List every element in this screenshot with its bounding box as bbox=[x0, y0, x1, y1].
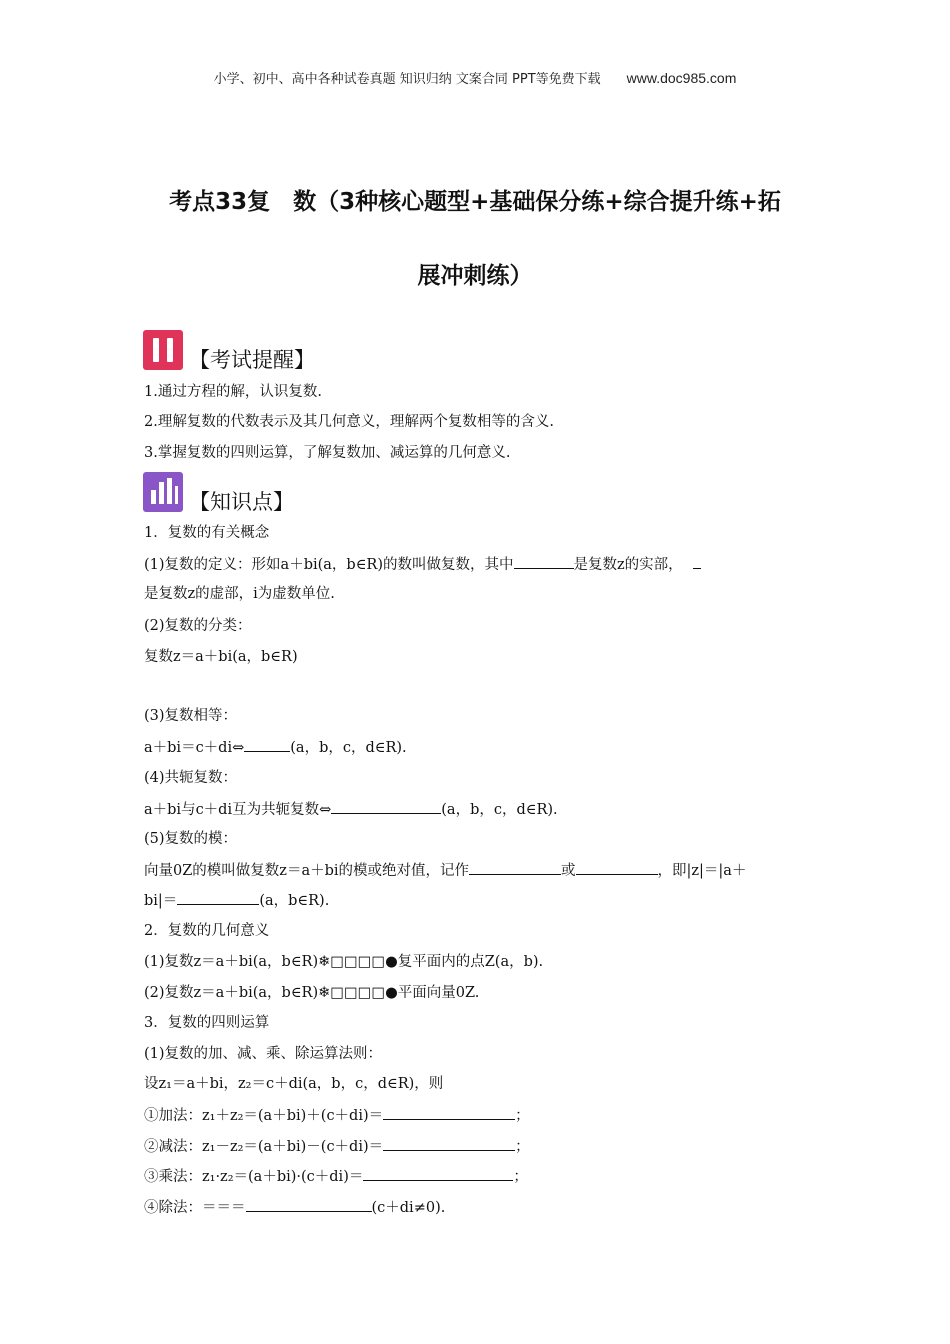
exam-tip-item: 3.掌握复数的四则运算，了解复数加、减运算的几何意义. bbox=[144, 445, 511, 461]
fill-blank bbox=[363, 1166, 513, 1181]
fill-blank bbox=[383, 1136, 515, 1151]
fill-blank bbox=[177, 890, 259, 905]
fill-blank bbox=[469, 860, 561, 875]
page-title-line-1: 考点33复 数（3种核心题型+基础保分练+综合提升练+拓 bbox=[169, 189, 781, 215]
pause-icon bbox=[143, 330, 183, 370]
classification-formula: 复数z＝a＋bi(a，b∈R) bbox=[144, 649, 298, 665]
section-exam-tips-heading bbox=[143, 330, 315, 370]
paragraph-classification: (2)复数的分类： bbox=[144, 618, 252, 634]
paragraph-modulus: (5)复数的模： bbox=[144, 831, 238, 847]
header-text: 小学、初中、高中各种试卷真题 知识归纳 文案合同 PPT等免费下载 bbox=[213, 72, 601, 87]
operations-rules: (1)复数的加、减、乘、除运算法则： bbox=[144, 1046, 383, 1062]
subsection-heading: 1．复数的有关概念 bbox=[144, 525, 270, 541]
exam-tip-item: 1.通过方程的解，认识复数. bbox=[144, 384, 322, 400]
operation-multiplication: ③乘法：z₁·z₂＝(a＋bi)·(c＋di)＝ ； bbox=[144, 1166, 809, 1187]
operation-addition: ①加法：z₁＋z₂＝(a＋bi)＋(c＋di)＝ ； bbox=[144, 1105, 809, 1126]
section-title: 【知识点】 bbox=[189, 490, 294, 514]
fill-blank bbox=[576, 860, 658, 875]
fill-blank bbox=[514, 554, 574, 569]
paragraph-definition-cont: 是复数z的虚部，i为虚数单位. bbox=[144, 586, 335, 602]
subsection-heading: 3．复数的四则运算 bbox=[144, 1015, 270, 1031]
paragraph-conjugate: (4)共轭复数： bbox=[144, 770, 238, 786]
page-header bbox=[0, 68, 950, 87]
paragraph-equality: (3)复数相等： bbox=[144, 708, 238, 724]
bar-chart-icon bbox=[143, 472, 183, 512]
modulus-line-1: 向量0Z的模叫做复数z＝a＋bi的模或绝对值，记作 或 ，即|z|＝|a＋ bbox=[144, 860, 809, 881]
subsection-heading: 2．复数的几何意义 bbox=[144, 923, 270, 939]
section-knowledge-heading bbox=[143, 472, 294, 512]
header-site-link[interactable]: www.doc985.com bbox=[626, 70, 737, 86]
operation-division: ④除法：＝＝＝ (c＋di≠0). bbox=[144, 1197, 809, 1218]
modulus-line-2: bi|＝ (a，b∈R). bbox=[144, 890, 809, 911]
paragraph-definition: (1)复数的定义：形如a＋bi(a，b∈R)的数叫做复数，其中 是复数z的实部， bbox=[144, 554, 809, 575]
equality-formula: a＋bi＝c＋di⇔ (a，b，c，d∈R). bbox=[144, 737, 809, 758]
geometric-meaning-vector: (2)复数z＝a＋bi(a，b∈R)❄□□□□●平面向量0Z. bbox=[144, 985, 480, 1001]
formula: a＋bi(a，b∈R) bbox=[280, 557, 384, 573]
fill-blank bbox=[693, 554, 701, 569]
geometric-meaning-point: (1)复数z＝a＋bi(a，b∈R)❄□□□□●复平面内的点Z(a，b). bbox=[144, 954, 544, 970]
operations-setup: 设z₁＝a＋bi，z₂＝c＋di(a，b，c，d∈R)，则 bbox=[144, 1076, 444, 1092]
fill-blank bbox=[246, 1197, 372, 1212]
conjugate-formula: a＋bi与c＋di互为共轭复数⇔ (a，b，c，d∈R). bbox=[144, 799, 809, 820]
exam-tip-item: 2.理解复数的代数表示及其几何意义，理解两个复数相等的含义. bbox=[144, 414, 554, 430]
page-title-line-2: 展冲刺练） bbox=[417, 263, 533, 289]
fill-blank bbox=[383, 1105, 515, 1120]
section-title: 【考试提醒】 bbox=[189, 348, 315, 372]
fill-blank bbox=[244, 737, 290, 752]
fill-blank bbox=[331, 799, 441, 814]
operation-subtraction: ②减法：z₁－z₂＝(a＋bi)－(c＋di)＝ ； bbox=[144, 1136, 809, 1157]
